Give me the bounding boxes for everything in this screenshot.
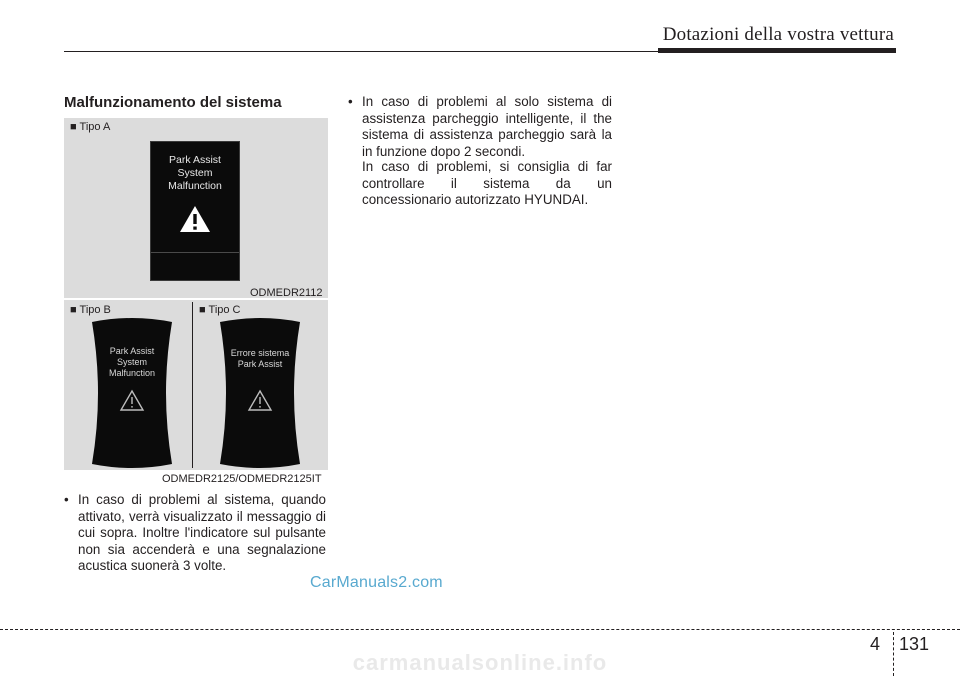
display-type-a (150, 141, 240, 281)
chapter-number: 4 (870, 634, 881, 654)
watermark-link[interactable]: CarManuals2.com (310, 574, 443, 591)
right-paragraph-1: In caso di problemi al solo sistema di assistenza parcheggio intelligente, il the sistema di assistenza parcheggio sarà la in funzione dopo 2 secondi. (362, 94, 612, 159)
header-title: Dotazioni della vostra vettura (662, 24, 894, 45)
footer-rule (0, 629, 960, 630)
footer-site-watermark: carmanualsonline.info (352, 650, 608, 675)
warning-icon (178, 204, 212, 234)
left-paragraph: In caso di problemi al sistema, quando attivato, verrà visualizzato il messaggio di cui sopra. Inoltre l'indicatore sul pulsante non sia accenderà e una segnalazione acustica suonerà 3 volte. (78, 492, 326, 574)
display-c-message: Errore sistema Park Assist (230, 348, 290, 369)
right-bullet: • (348, 94, 353, 109)
figure-a-code: ODMEDR2112 (250, 287, 323, 299)
left-bullet: • (64, 492, 69, 507)
right-paragraph-2: In caso di problemi, si consiglia di far controllare il sistema da un concessionario autorizzato HYUNDAI. (362, 159, 612, 208)
figure-c-label: ■ Tipo C (199, 304, 241, 316)
figure-bc-code: ODMEDR2125/ODMEDR2125IT (162, 473, 322, 485)
header-rule (64, 51, 658, 52)
figure-a-label: ■ Tipo A (70, 121, 111, 133)
display-a-separator (151, 252, 239, 253)
display-type-b (86, 318, 178, 468)
display-type-c (214, 318, 306, 468)
section-title: Malfunzionamento del sistema (64, 94, 282, 111)
display-a-message: Park Assist System Malfunction (168, 154, 222, 192)
figure-divider (192, 302, 193, 468)
header-rule-accent (658, 48, 896, 53)
figure-b-label: ■ Tipo B (70, 304, 111, 316)
page-number: 131 (899, 634, 930, 654)
display-b-message: Park Assist System Malfunction (108, 346, 156, 378)
